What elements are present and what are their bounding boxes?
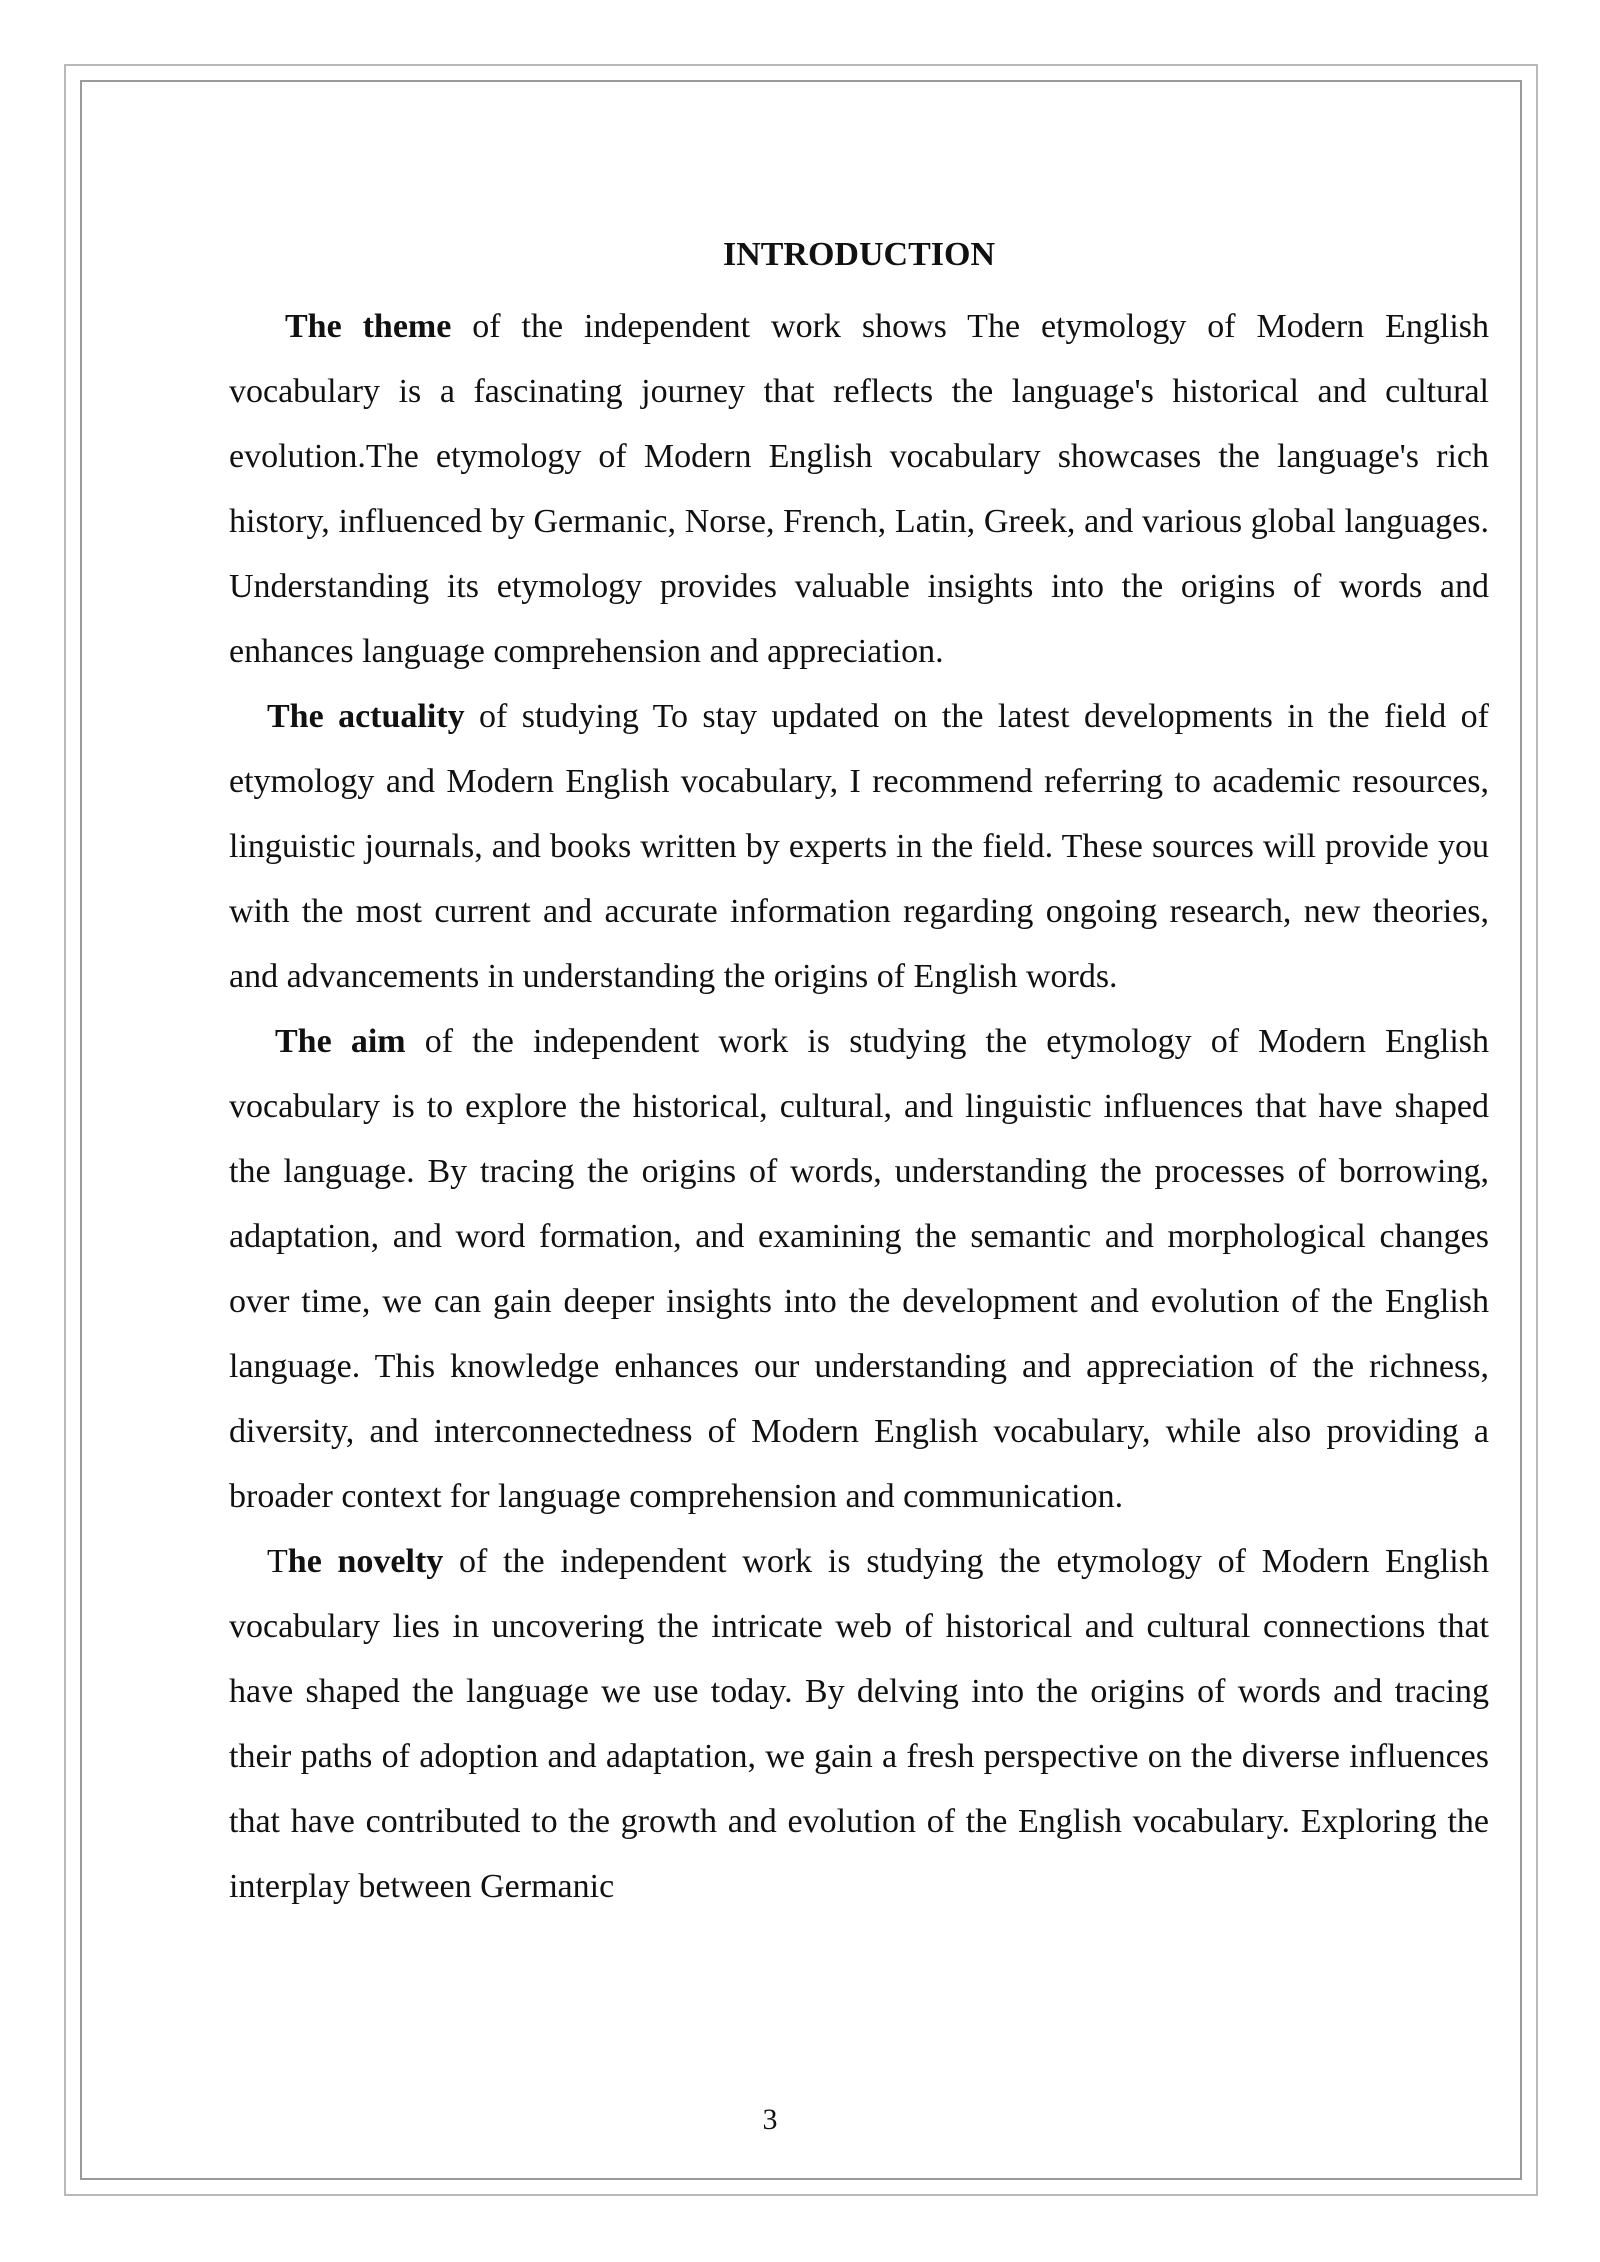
page-number: 3	[762, 2103, 778, 2136]
paragraph-actuality-text: of studying To stay updated on the latest developments in the field of etymology and Modern English vocabulary, I recommend referring to academic resources, linguistic journals, and books written by experts in the field. These sources will provide you with the most current and accurate information regarding ongoing research, new theories, and advancements in understanding the origins of English words.	[229, 698, 1489, 995]
document-body	[229, 230, 1489, 1919]
paragraph-theme-lead: The theme	[285, 308, 452, 345]
paragraph-actuality-lead: The actuality	[267, 698, 465, 735]
paragraph-novelty-lead-plain: T	[267, 1543, 288, 1580]
document-title: INTRODUCTION	[722, 236, 996, 273]
paragraph-actuality	[229, 684, 1489, 1009]
paragraph-aim-text: of the independent work is studying the etymology of Modern English vocabulary is to explore the historical, cultural, and linguistic influences that have shaped the language. By tracing the origins of words, understanding the processes of borrowing, adaptation, and word formation, and examining the semantic and morphological changes over time, we can gain deeper insights into the development and evolution of the English language. This knowledge enhances our understanding and appreciation of the richness, diversity, and interconnectedness of Modern English vocabulary, while also providing a broader context for language comprehension and communication.	[229, 1023, 1490, 1515]
paragraph-theme	[229, 294, 1489, 684]
paragraph-novelty-text: of the independent work is studying the etymology of Modern English vocabulary lies in uncovering the intricate web of historical and cultural connections that have shaped the language we use today. By delving into the origins of words and tracing their paths of adoption and adaptation, we gain a fresh perspective on the diverse influences that have contributed to the growth and evolution of the English vocabulary. Exploring the interplay between Germanic	[229, 1543, 1489, 1905]
paragraph-theme-text: of the independent work shows The etymology of Modern English vocabulary is a fascinating journey that reflects the language's historical and cultural evolution.The etymology of Modern English vocabulary showcases the language's rich history, influenced by Germanic, Norse, French, Latin, Greek, and various global languages. Understanding its etymology provides valuable insights into the origins of words and enhances language comprehension and appreciation.	[229, 308, 1489, 670]
paragraph-aim-lead: The aim	[275, 1023, 406, 1060]
paragraph-novelty	[229, 1529, 1489, 1919]
paragraph-novelty-lead: he novelty	[287, 1543, 444, 1580]
paragraph-aim	[229, 1009, 1489, 1529]
